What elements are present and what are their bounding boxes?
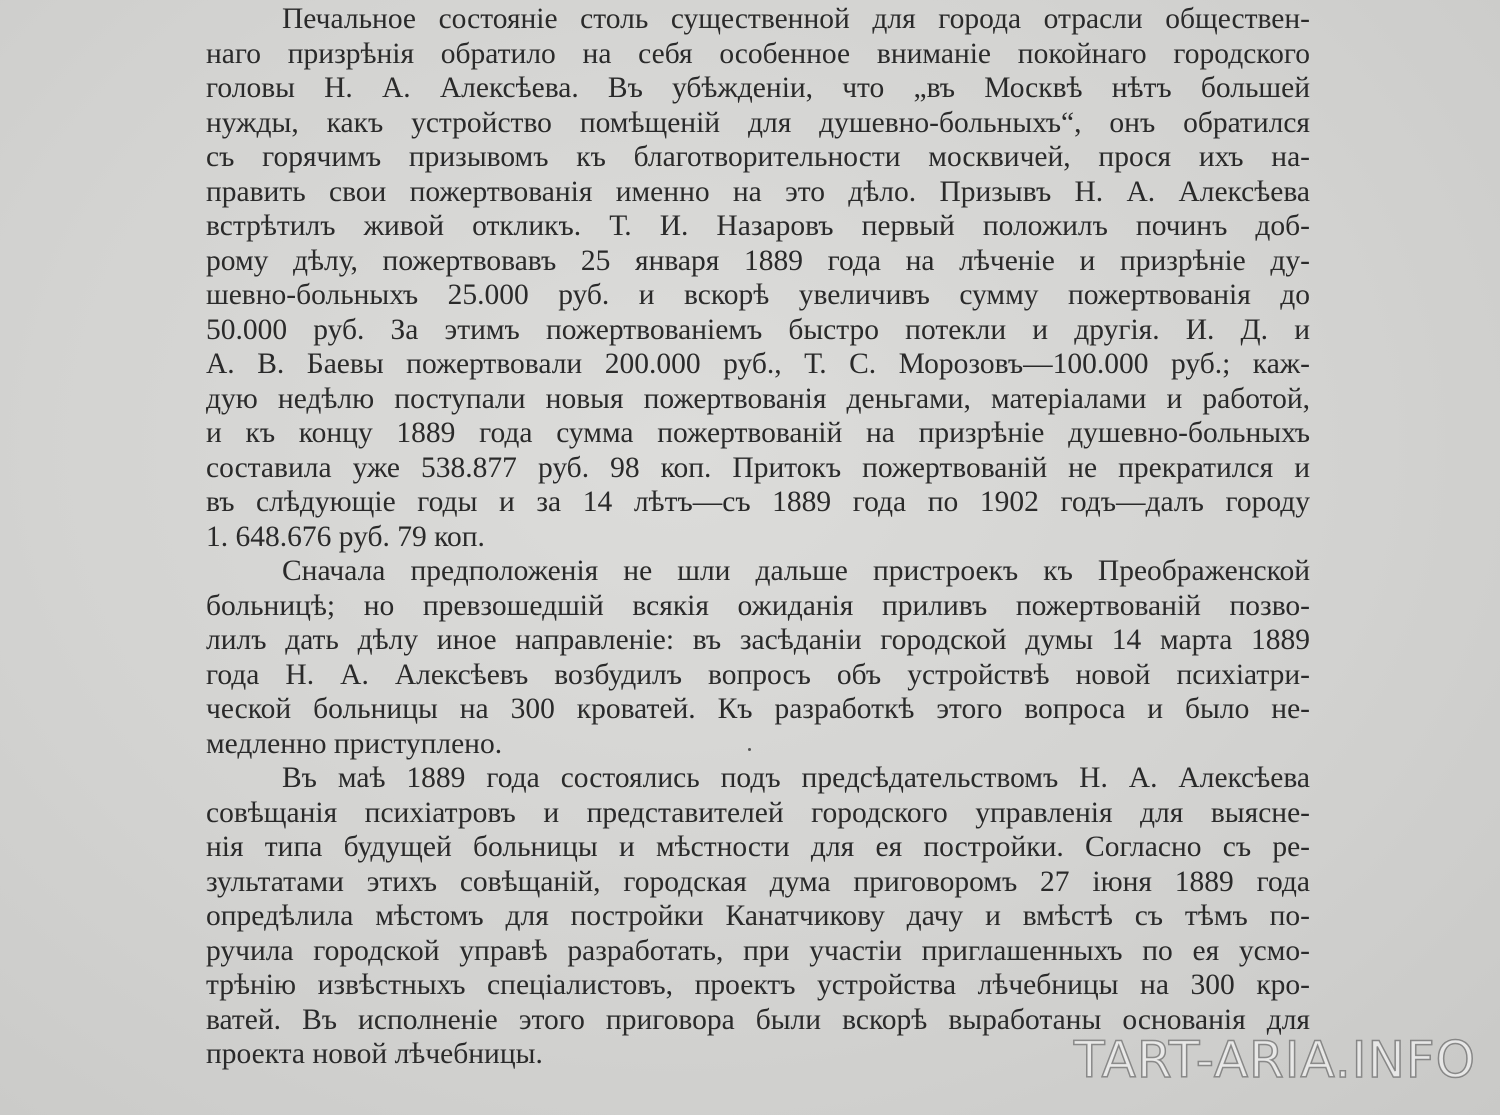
text-line: Въ маѣ 1889 года состоялись подъ предсѣдательствомъ Н. А. Алексѣева (282, 762, 1310, 794)
text-line: нiя типа будущей больницы и мѣстности для ея постройки. Согласно съ ре- (206, 831, 1310, 863)
paragraph-1 (206, 2, 1310, 554)
document-body (206, 2, 1310, 1072)
text-line: зультатами этихъ совѣщанiй, городская дума приговоромъ 27 iюня 1889 года (206, 865, 1310, 898)
text-line: года Н. А. Алексѣевъ возбудилъ вопросъ объ устройствѣ новой психiатри- (206, 658, 1310, 691)
text-line: А. В. Баевы пожертвовали 200.000 руб., Т. С. Морозовъ—100.000 руб.; каж- (206, 348, 1310, 380)
text-line: Сначала предположенiя не шли дальше пристроекъ къ Преображенской (282, 555, 1310, 587)
text-line: шевно-больныхъ 25.000 руб. и вскорѣ увеличивъ сумму пожертвованiя до (206, 279, 1310, 311)
text-line: нужды, какъ устройство помѣщенiй для душевно-больныхъ“, онъ обратился (206, 106, 1310, 139)
text-line: совѣщанiя психiатровъ и представителей городского управленiя для выясне- (206, 796, 1310, 829)
print-speck (748, 748, 751, 751)
text-line: медленно приступлено. (206, 727, 503, 760)
text-line: составила уже 538.877 руб. 98 коп. Притокъ пожертвованiй не прекратился и (206, 451, 1310, 484)
text-line: ручила городской управѣ разработать, при участiи приглашенныхъ по ея усмо- (206, 934, 1310, 967)
text-line: 50.000 руб. За этимъ пожертвованiемъ быстро потекли и другiя. И. Д. и (206, 313, 1310, 346)
text-line: проекта новой лѣчебницы. (206, 1038, 543, 1070)
paragraph-3 (206, 761, 1310, 1072)
text-line: встрѣтилъ живой откликъ. Т. И. Назаровъ первый положилъ починъ доб- (206, 210, 1310, 242)
text-line: трѣнiю извѣстныхъ спецiалистовъ, проектъ устройства лѣчебницы на 300 кро- (206, 969, 1310, 1001)
text-line: ческой больницы на 300 кроватей. Къ разработкѣ этого вопроса и было не- (206, 693, 1310, 725)
text-line: наго призрѣнiя обратило на себя особенное вниманiе покойнаго городского (206, 37, 1310, 70)
text-line: и къ концу 1889 года сумма пожертвованiй на призрѣнiе душевно-больныхъ (206, 417, 1310, 449)
text-line: головы Н. А. Алексѣева. Въ убѣжденiи, что „въ Москвѣ нѣтъ большей (206, 72, 1310, 104)
text-line: въ слѣдующiе годы и за 14 лѣтъ—съ 1889 года по 1902 годъ—далъ городу (206, 486, 1310, 518)
text-line: дую недѣлю поступали новыя пожертвованiя деньгами, матерiалами и работой, (206, 382, 1310, 415)
text-line: опредѣлила мѣстомъ для постройки Канатчикову дачу и вмѣстѣ съ тѣмъ по- (206, 900, 1310, 932)
text-line: 1. 648.676 руб. 79 коп. (206, 520, 485, 553)
paragraph-2 (206, 554, 1310, 761)
text-line: больницѣ; но превзошедшiй всякiя ожиданiя приливъ пожертвованiй позво- (206, 589, 1310, 622)
text-line: ватей. Въ исполненiе этого приговора были вскорѣ выработаны основанiя для (206, 1003, 1310, 1036)
text-line: лилъ дать дѣлу иное направленiе: въ засѣданiи городской думы 14 марта 1889 (206, 624, 1310, 656)
text-line: Печальное состоянiе столь существенной для города отрасли обществен- (282, 3, 1310, 35)
text-line: править свои пожертвованiя именно на это дѣло. Призывъ Н. А. Алексѣева (206, 175, 1310, 208)
text-line: съ горячимъ призывомъ къ благотворительности москвичей, прося ихъ на- (206, 141, 1310, 173)
watermark: TART-ARIA.INFO (1073, 1031, 1476, 1089)
text-line: рому дѣлу, пожертвовавъ 25 января 1889 года на лѣченiе и призрѣнiе ду- (206, 244, 1310, 277)
